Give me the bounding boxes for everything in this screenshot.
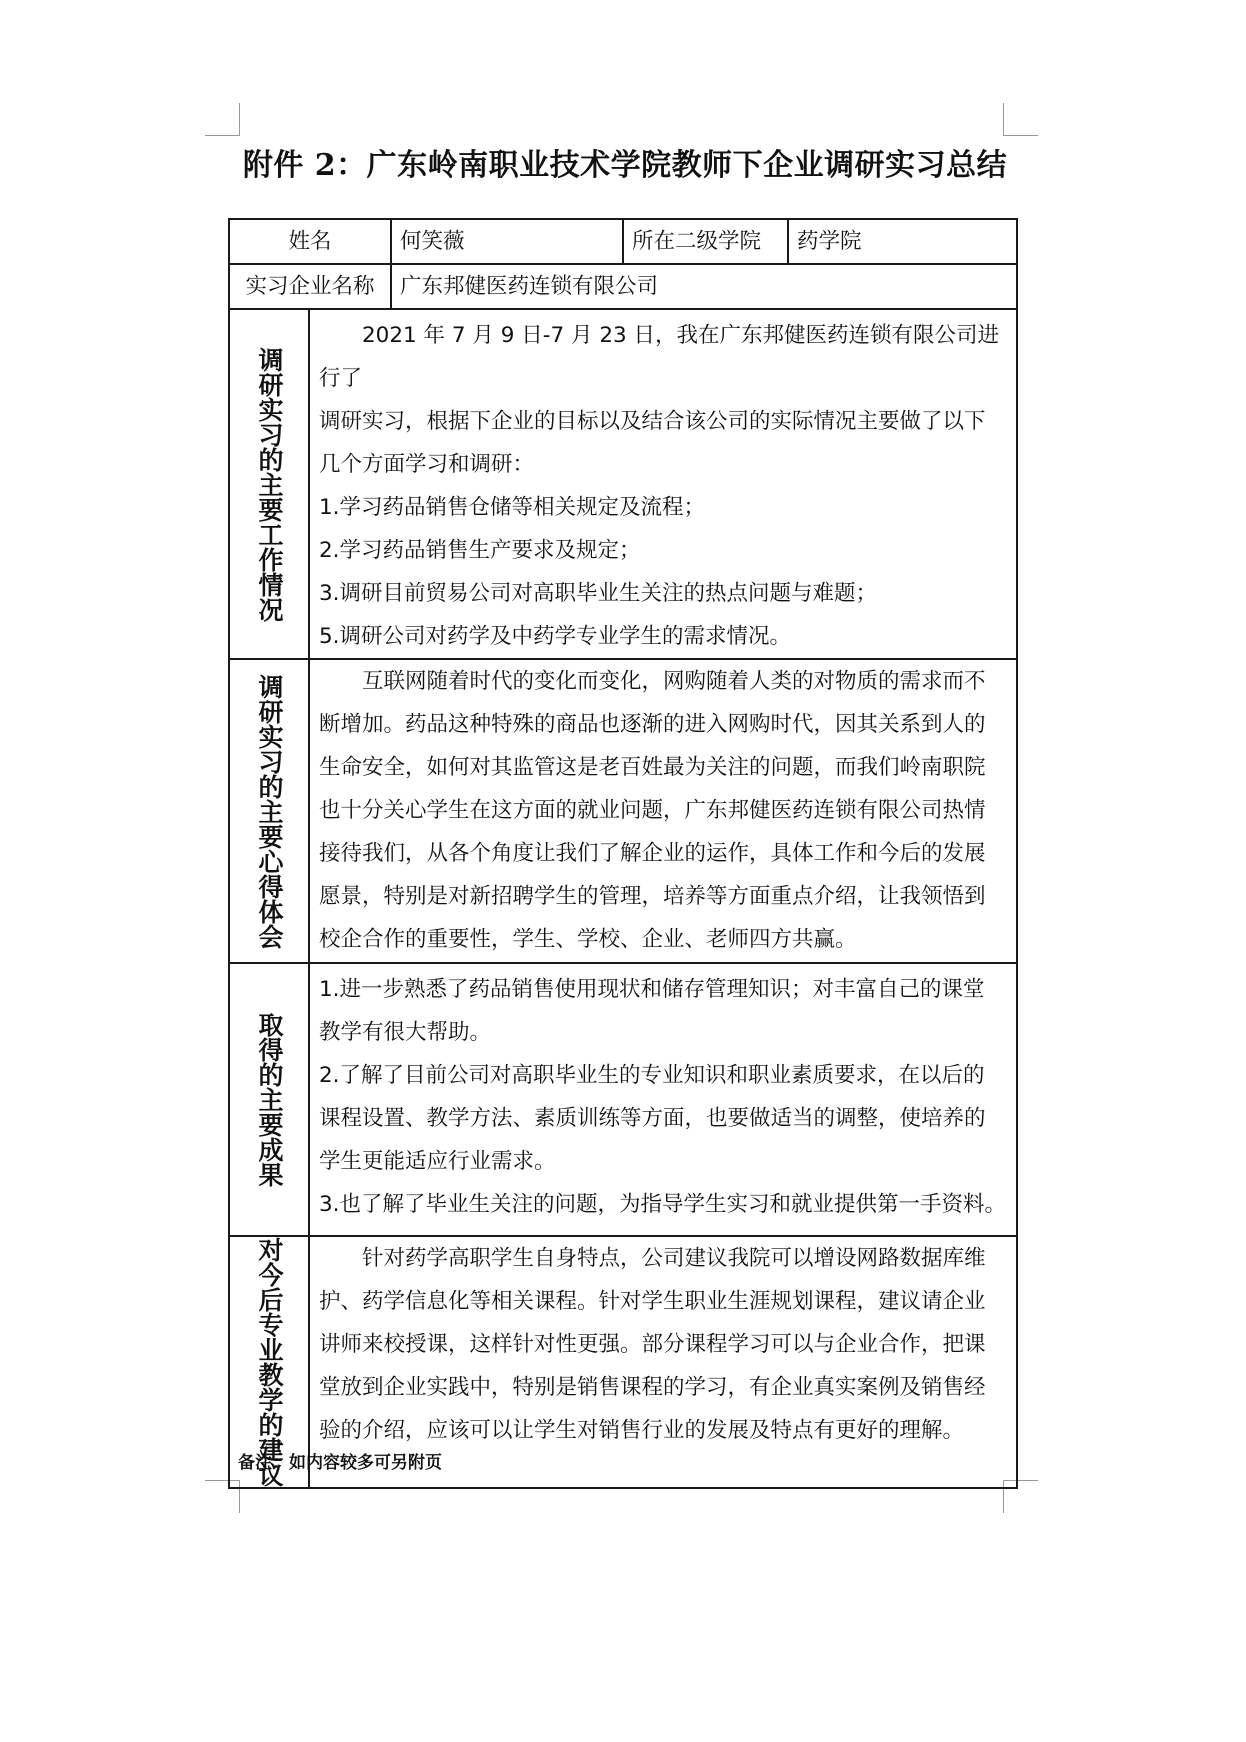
name-row <box>229 219 1017 264</box>
work-line: 5.调研公司对药学及中药学专业学生的需求情况。 <box>319 624 792 649</box>
results-section-label-cell <box>229 963 309 1236</box>
document-title: 附件 2：广东岭南职业技术学院教师下企业调研实习总结 <box>242 148 1008 183</box>
experience-line: 也十分关心学生在这方面的就业问题，广东邦健医药连锁有限公司热情 <box>319 798 986 823</box>
college-value: 药学院 <box>797 229 862 254</box>
results-line: 教学有很大帮助。 <box>319 1020 492 1045</box>
suggestions-line: 针对药学高职学生自身特点，公司建议我院可以增设网路数据库维 <box>362 1246 986 1271</box>
company-value: 广东邦健医药连锁有限公司 <box>400 274 659 299</box>
work-line: 2.学习药品销售生产要求及规定； <box>319 538 641 563</box>
name-value: 何笑薇 <box>400 229 465 254</box>
suggestions-line: 验的介绍，应该可以让学生对销售行业的发展及特点有更好的理解。 <box>319 1418 965 1443</box>
name-label: 姓名 <box>288 229 332 254</box>
name-value-cell <box>391 219 623 264</box>
results-line: 课程设置、教学方法、素质训练等方面，也要做适当的调整，使培养的 <box>319 1106 986 1131</box>
company-row <box>229 264 1017 309</box>
work-section-label-cell <box>229 309 309 659</box>
work-line: 调研实习，根据下企业的目标以及结合该公司的实际情况主要做了以下 <box>319 409 986 434</box>
work-line: 几个方面学习和调研： <box>319 452 535 477</box>
college-value-cell <box>788 219 1017 264</box>
company-label: 实习企业名称 <box>245 274 375 299</box>
work-section-label: 调研实习的主要工作情况 <box>255 346 284 622</box>
company-label-cell <box>229 264 391 309</box>
crop-mark-top-left <box>205 103 240 136</box>
work-line: 3.调研目前贸易公司对高职毕业生关注的热点问题与难题； <box>319 581 878 606</box>
college-label: 所在二级学院 <box>632 229 762 254</box>
experience-line: 生命安全，如何对其监管这是老百姓最为关注的问题，而我们岭南职院 <box>319 755 986 780</box>
work-section-row <box>229 309 1017 659</box>
results-line: 3.也了解了毕业生关注的问题，为指导学生实习和就业提供第一手资料。 <box>319 1192 1007 1217</box>
crop-mark-top-right <box>1003 103 1038 136</box>
suggestions-line: 讲师来校授课，这样针对性更强。部分课程学习可以与企业合作，把课 <box>319 1332 986 1357</box>
suggestions-section-label: 对今后专业教学的建议 <box>255 1237 284 1487</box>
results-section-label: 取得的主要成果 <box>255 1012 284 1187</box>
experience-line: 愿景，特别是对新招聘学生的管理，培养等方面重点介绍，让我领悟到 <box>319 884 986 909</box>
experience-line: 互联网随着时代的变化而变化，网购随着人类的对物质的需求而不 <box>362 669 986 694</box>
experience-section-label-cell <box>229 659 309 963</box>
experience-line: 校企合作的重要性，学生、学校、企业、老师四方共赢。 <box>319 927 857 952</box>
results-line: 1.进一步熟悉了药品销售使用现状和储存管理知识；对丰富自己的课堂 <box>319 977 985 1002</box>
results-section-row <box>229 963 1017 1236</box>
experience-section-content <box>309 659 1017 963</box>
results-section-content <box>309 963 1017 1236</box>
suggestions-line: 护、药学信息化等相关课程。针对学生职业生涯规划课程，建议请企业 <box>319 1289 986 1314</box>
name-label-cell <box>229 219 391 264</box>
footnote: 备注：如内容较多可另附页 <box>238 1453 442 1473</box>
work-line: 1.学习药品销售仓储等相关规定及流程； <box>319 495 706 520</box>
work-section-content <box>309 309 1017 659</box>
college-label-cell <box>623 219 788 264</box>
results-line: 2.了解了目前公司对高职毕业生的专业知识和职业素质要求，在以后的 <box>319 1063 985 1088</box>
experience-section-row <box>229 659 1017 963</box>
report-form-table <box>228 218 1018 1489</box>
results-line: 学生更能适应行业需求。 <box>319 1149 556 1174</box>
experience-section-label: 调研实习的主要心得体会 <box>255 673 284 949</box>
work-line: 2021 年 7 月 9 日-7 月 23 日，我在广东邦健医药连锁有限公司进行了 <box>319 323 1000 391</box>
company-value-cell <box>391 264 1017 309</box>
suggestions-line: 堂放到企业实践中，特别是销售课程的学习，有企业真实案例及销售经 <box>319 1375 986 1400</box>
experience-line: 断增加。药品这种特殊的商品也逐渐的进入网购时代，因其关系到人的 <box>319 712 986 737</box>
experience-line: 接待我们，从各个角度让我们了解企业的运作，具体工作和今后的发展 <box>319 841 986 866</box>
